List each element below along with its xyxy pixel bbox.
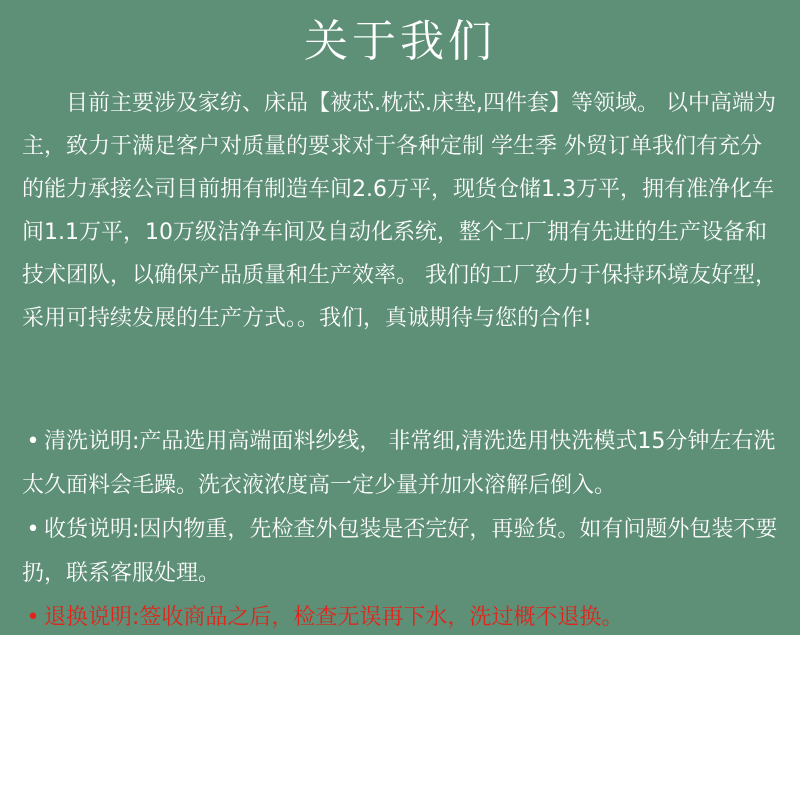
- washing-instructions-text: 清洗说明:产品选用高端面料纱线， 非常细,清洗选用快洗模式15分钟左右洗太久面料会毛躁。洗衣液浓度高一定少量并加水溶解后倒入。: [22, 429, 776, 498]
- receiving-instructions-text: 收货说明:因内物重，先检查外包装是否完好，再验货。如有问题外包装不要扔，联系客服处理。: [22, 517, 778, 586]
- bullet-icon: •: [26, 605, 40, 630]
- washing-instructions: [22, 420, 788, 508]
- intro-paragraph: 目前主要涉及家纺、床品【被芯.枕芯.床垫,四件套】等领域。 以中高端为主，致力于满足客户对质量的要求对于各种定制 学生季 外贸订单我们有充分的能力承接公司目前拥有制造车间2.6万平，现货仓储1.3万平，拥有准净化车间1.1万平，10万级洁净车间及自动化系统，整个工厂拥有先进的生产设备和技术团队，以确保产品质量和生产效率。 我们的工厂致力于保持环境友好型，采用可持续发展的生产方式。。我们，真诚期待与您的合作!: [22, 91, 777, 331]
- receiving-instructions: [22, 508, 788, 596]
- return-policy: [22, 596, 788, 640]
- notes-list: [22, 420, 788, 640]
- page-title: 关于我们: [304, 16, 496, 67]
- bullet-icon: •: [26, 517, 40, 542]
- return-policy-text: 退换说明:签收商品之后，检查无误再下水，洗过概不退换。: [44, 605, 624, 630]
- bullet-icon: •: [26, 429, 40, 454]
